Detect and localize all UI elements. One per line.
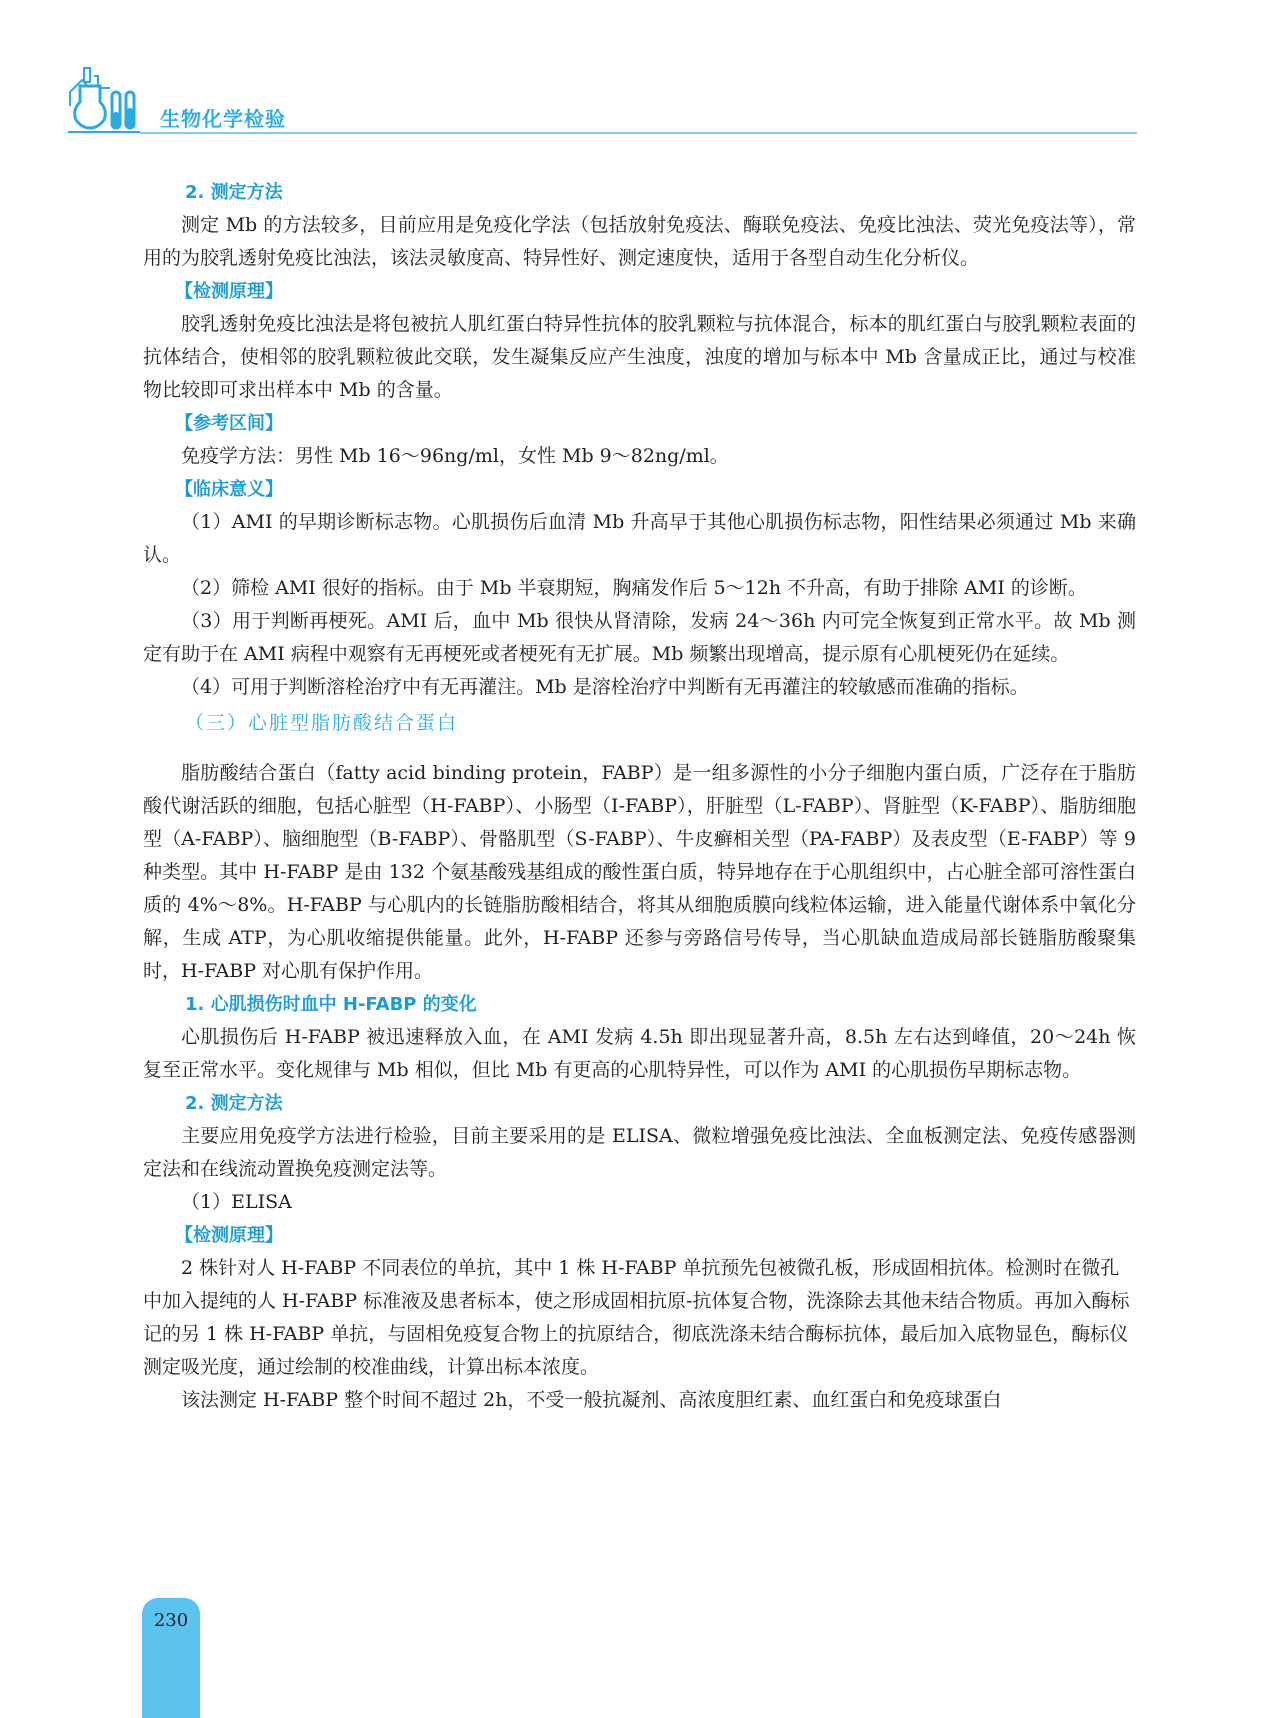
- bracket-label: 【参考区间】: [175, 413, 283, 434]
- subsection-heading: 1. 心肌损伤时血中 H-FABP 的变化: [185, 994, 477, 1015]
- paragraph: （2）筛检 AMI 很好的指标。由于 Mb 半衰期短，胸痛发作后 5～12h 不升高，有助于排除 AMI 的诊断。: [181, 577, 1087, 599]
- paragraph: 脂肪酸结合蛋白（fatty acid binding protein，FABP）是一组多源性的小分子细胞内蛋白质，广泛存在于脂肪酸代谢活跃的细胞，包括心脏型（H-FABP）、小肠型（I-FABP），肝脏型（L-FABP）、肾脏型（K-FABP）、脂肪细胞型（A-FABP）、脑细胞型（B-FABP）、骨骼肌型（S-FABP）、牛皮癣相关型（PA-FABP）及表皮型（E-FABP）等 9 种类型。其中 H-FABP 是由 132 个氨基酸残基组成的酸性蛋白质，特异地存在于心肌组织中，占心脏全部可溶性蛋白质的 4%～8%。H-FABP 与心肌内的长链脂肪酸相结合，将其从细胞质膜向线粒体运输，进入能量代谢体系中氧化分解，生成 ATP，为心肌收缩提供能量。此外，H-FABP 还参与旁路信号传导，当心肌缺血造成局部长链脂肪酸聚集时，H-FABP 对心肌有保护作用。: [143, 762, 1136, 982]
- paragraph: （4）可用于判断溶栓治疗中有无再灌注。Mb 是溶栓治疗中判断有无再灌注的较敏感而准确的指标。: [181, 676, 1029, 698]
- paragraph: 2 株针对人 H-FABP 不同表位的单抗，其中 1 株 H-FABP 单抗预先包被微孔板，形成固相抗体。检测时在微孔中加入提纯的人 H-FABP 标准液及患者标本，使之形成固相抗原-抗体复合物，洗涤除去其他未结合物质。再加入酶标记的另 1 株 H-FABP 单抗，与固相免疫复合物上的抗原结合，彻底洗涤未结合酶标抗体，最后加入底物显色，酶标仪测定吸光度，通过绘制的校准曲线，计算出标本浓度。: [143, 1257, 1130, 1378]
- paragraph: （1）ELISA: [181, 1191, 292, 1213]
- paragraph: 胶乳透射免疫比浊法是将包被抗人肌红蛋白特异性抗体的胶乳颗粒与抗体混合，标本的肌红蛋白与胶乳颗粒表面的抗体结合，使相邻的胶乳颗粒彼此交联，发生凝集反应产生浊度，浊度的增加与标本中 Mb 含量成正比，通过与校准物比较即可求出样本中 Mb 的含量。: [143, 313, 1136, 401]
- bracket-label: 【临床意义】: [175, 479, 283, 500]
- section-heading: （三）心脏型脂肪酸结合蛋白: [185, 712, 459, 734]
- paragraph: 该法测定 H-FABP 整个时间不超过 2h，不受一般抗凝剂、高浓度胆红素、血红蛋白和免疫球蛋白: [181, 1389, 1002, 1411]
- bracket-label: 【检测原理】: [175, 281, 283, 302]
- running-header-title: 生物化学检验: [160, 107, 286, 131]
- paragraph: （1）AMI 的早期诊断标志物。心肌损伤后血清 Mb 升高早于其他心肌损伤标志物，阳性结果必须通过 Mb 来确认。: [143, 511, 1136, 566]
- page-number: 230: [153, 1610, 189, 1631]
- lab-flask-tubes-icon: [68, 66, 148, 134]
- subsection-heading: 2. 测定方法: [185, 1093, 283, 1114]
- subsection-heading: 2. 测定方法: [185, 182, 283, 203]
- paragraph: （3）用于判断再梗死。AMI 后，血中 Mb 很快从肾清除，发病 24～36h 内可完全恢复到正常水平。故 Mb 测定有助于在 AMI 病程中观察有无再梗死或者梗死有无扩展。Mb 频繁出现增高，提示原有心肌梗死仍在延续。: [143, 610, 1136, 665]
- bracket-label: 【检测原理】: [175, 1225, 283, 1246]
- paragraph: 心肌损伤后 H-FABP 被迅速释放入血，在 AMI 发病 4.5h 即出现显著升高，8.5h 左右达到峰值，20～24h 恢复至正常水平。变化规律与 Mb 相似，但比 Mb 有更高的心肌特异性，可以作为 AMI 的心肌损伤早期标志物。: [143, 1026, 1136, 1081]
- header-divider: [140, 132, 1137, 134]
- page-content: [143, 176, 1136, 1417]
- paragraph: 免疫学方法：男性 Mb 16～96ng/ml，女性 Mb 9～82ng/ml。: [181, 445, 729, 467]
- paragraph: 测定 Mb 的方法较多，目前应用是免疫化学法（包括放射免疫法、酶联免疫法、免疫比浊法、荧光免疫法等），常用的为胶乳透射免疫比浊法，该法灵敏度高、特异性好、测定速度快，适用于各型自动生化分析仪。: [143, 214, 1136, 269]
- paragraph: 主要应用免疫学方法进行检验，目前主要采用的是 ELISA、微粒增强免疫比浊法、全血板测定法、免疫传感器测定法和在线流动置换免疫测定法等。: [143, 1125, 1136, 1180]
